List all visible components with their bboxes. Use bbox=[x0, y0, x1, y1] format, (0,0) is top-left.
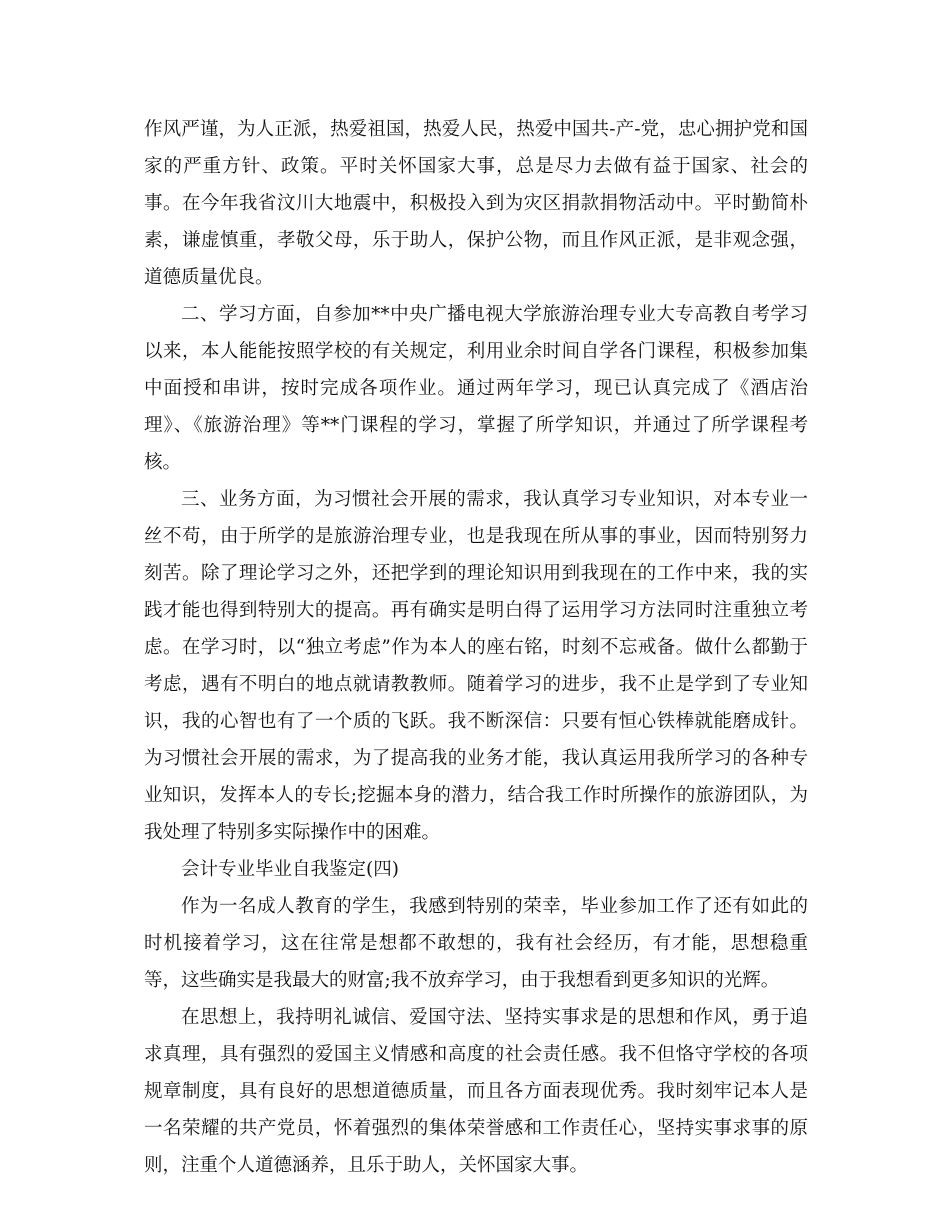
paragraph-3: 三、业务方面，为习惯社会开展的需求，我认真学习专业知识，对本专业一丝不苟，由于所学的是旅游治理专业，也是我现在所从事的事业，因而特别努力刻苦。除了理论学习之外，还把学到的理论知识用到我现在的工作中来，我的实践才能也得到特别大的提高。再有确实是明白得了运用学习方法同时注重独立考虑。在学习时，以“独立考虑”作为本人的座右铭，时刻不忘戒备。做什么都勤于考虑，遇有不明白的地点就请教教师。随着学习的进步，我不止是学到了专业知识，我的心智也有了一个质的飞跃。我不断深信：只要有恒心铁棒就能磨成针。为习惯社会开展的需求，为了提高我的业务才能，我认真运用我所学习的各种专业知识，发挥本人的专长;挖掘本身的潜力，结合我工作时所操作的旅游团队，为我处理了特别多实际操作中的困难。 bbox=[144, 489, 808, 843]
paragraph-1: 作风严谨，为人正派，热爱祖国，热爱人民，热爱中国共-产-党，忠心拥护党和国家的严重方针、政策。平时关怀国家大事，总是尽力去做有益于国家、社会的事。在今年我省汶川大地震中，积极投入到为灾区捐款捐物活动中。平时勤简朴素，谦虚慎重，孝敬父母，乐于助人，保护公物，而且作风正派，是非观念强，道德质量优良。 bbox=[144, 119, 808, 288]
document-body bbox=[144, 111, 808, 1184]
paragraph-2: 二、学习方面，自参加**中央广播电视大学旅游治理专业大专高教自考学习以来，本人能能按照学校的有关规定，利用业余时间自学各门课程，积极参加集中面授和串讲，按时完成各项作业。通过两年学习，现已认真完成了《酒店治理》、《旅游治理》等**门课程的学习，掌握了所学知识，并通过了所学课程考核。 bbox=[144, 304, 808, 473]
section-heading: 会计专业毕业自我鉴定(四) bbox=[181, 859, 399, 880]
paragraph-4: 作为一名成人教育的学生，我感到特别的荣幸，毕业参加工作了还有如此的时机接着学习，这在往常是想都不敢想的，我有社会经历，有才能，思想稳重等，这些确实是我最大的财富;我不放弃学习，由于我想看到更多知识的光辉。 bbox=[144, 896, 808, 991]
paragraph-5: 在思想上，我持明礼诚信、爱国守法、坚持实事求是的思想和作风，勇于追求真理，具有强烈的爱国主义情感和高度的社会责任感。我不但恪守学校的各项规章制度，具有良好的思想道德质量，而且各方面表现优秀。我时刻牢记本人是一名荣耀的共产党员，怀着强烈的集体荣誉感和工作责任心，坚持实事求事的原则，注重个人道德涵养，且乐于助人，关怀国家大事。 bbox=[144, 1007, 808, 1176]
